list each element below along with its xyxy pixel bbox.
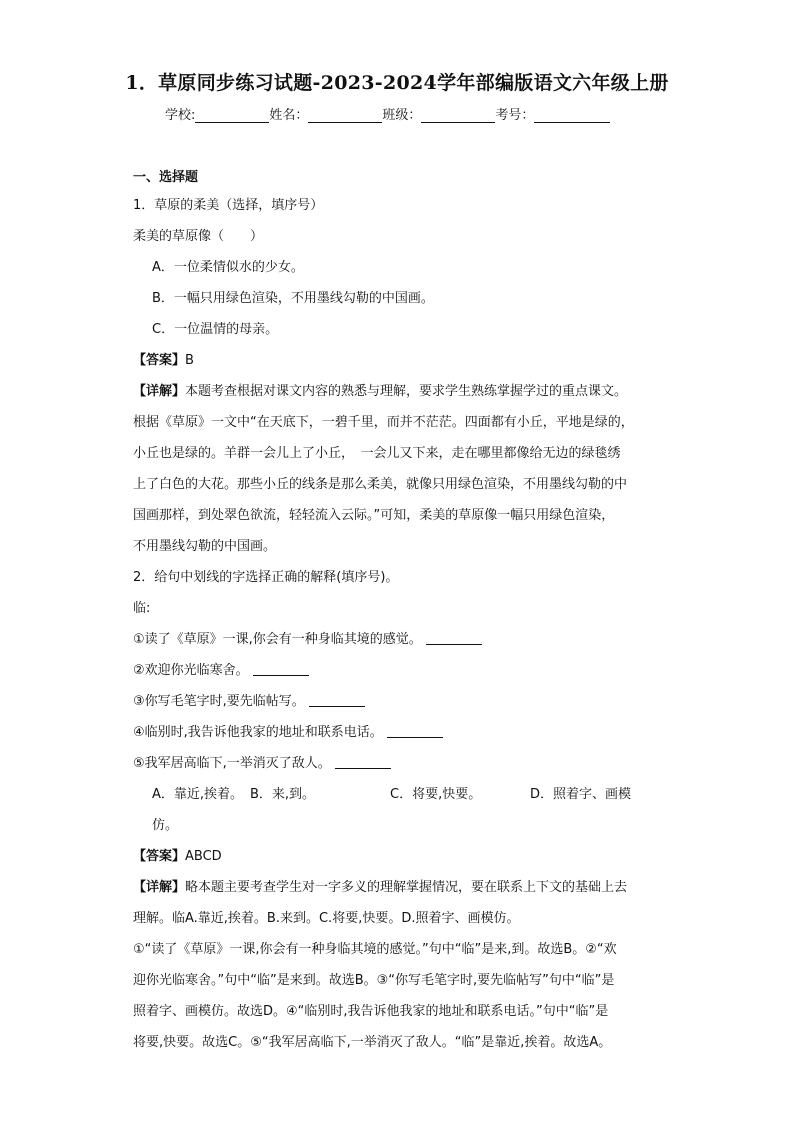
q2-item-text: ⑤我军居高临下,一举消灭了敌人。 bbox=[133, 756, 331, 771]
class-blank bbox=[421, 108, 495, 123]
q1-detail-line: 上了白色的大花。那些小丘的线条是那么柔美，就像只用绿色渲染，不用墨线勾勒的中 bbox=[133, 477, 628, 492]
q2-option-a: A．靠近,挨着。 bbox=[152, 787, 244, 802]
school-label: 学校: bbox=[165, 108, 196, 123]
answer-blank[interactable] bbox=[309, 692, 365, 707]
q2-item-text: ④临别时,我告诉他我家的地址和联系电话。 bbox=[133, 725, 383, 740]
answer-blank[interactable] bbox=[335, 754, 391, 769]
q2-item-2 bbox=[133, 655, 673, 686]
q1-option-b: B．一幅只用绿色渲染，不用墨线勾勒的中国画。 bbox=[152, 291, 434, 306]
student-info-line bbox=[165, 104, 610, 123]
q2-item-text: ①读了《草原》一课,你会有一种身临其境的感觉。 bbox=[133, 632, 422, 647]
q1-option-c: C．一位温情的母亲。 bbox=[152, 322, 279, 337]
q2-item-3 bbox=[133, 686, 673, 717]
q2-item-5 bbox=[133, 748, 673, 779]
q2-stem: 2．给句中划线的字选择正确的解释(填序号)。 bbox=[133, 570, 399, 585]
class-label: 班级： bbox=[382, 108, 422, 123]
q2-option-c: C．将要,快要。 bbox=[390, 787, 482, 802]
q2-detail-line: 迎你光临寒舍。”句中“临”是来到。故选B。③“你写毛笔字时,要先临帖写”句中“临”是 bbox=[133, 973, 615, 988]
q1-answer bbox=[133, 345, 673, 376]
q2-item-text: ③你写毛笔字时,要先临帖写。 bbox=[133, 694, 305, 709]
answer-blank[interactable] bbox=[387, 723, 443, 738]
q2-detail-line: ①“读了《草原》一课,你会有一种身临其境的感觉。”句中“临”是来,到。故选B。②“欢 bbox=[133, 942, 617, 957]
q2-answer-label: 【答案】 bbox=[133, 849, 186, 864]
q1-detail-line: 国画那样，到处翠色欲流，轻轻流入云际。”可知，柔美的草原像一幅只用绿色渲染， bbox=[133, 508, 615, 523]
q2-detail-text: 略本题主要考查学生对一字多义的理解掌握情况，要在联系上下文的基础上去 bbox=[185, 880, 628, 895]
q1-detail-line: 小丘也是绿的。羊群一会儿上了小丘， 一会儿又下来，走在哪里都像给无边的绿毯绣 bbox=[133, 446, 621, 461]
q2-option-b: B．来,到。 bbox=[250, 787, 316, 802]
q1-stem: 1．草原的柔美（选择，填序号） bbox=[133, 198, 324, 213]
q1-detail-line: 不用墨线勾勒的中国画。 bbox=[133, 539, 277, 554]
q1-detail-line bbox=[133, 376, 673, 407]
q2-detail-line: 将要,快要。故选C。⑤“我军居高临下,一举消灭了敌人。“临”是靠近,挨着。故选A。 bbox=[133, 1035, 612, 1050]
exam-no-blank bbox=[534, 108, 610, 123]
document-body bbox=[133, 166, 673, 1058]
q1-prompt: 柔美的草原像（ ） bbox=[133, 229, 264, 244]
q2-detail-line: 理解。临A.靠近,挨着。B.来到。C.将要,快要。D.照着字、画模仿。 bbox=[133, 911, 520, 926]
q2-detail-line: 照着字、画模仿。故选D。④“临别时,我告诉他我家的地址和联系电话。”句中“临”是 bbox=[133, 1004, 609, 1019]
q1-answer-value: B bbox=[185, 353, 194, 368]
q2-detail-line bbox=[133, 872, 673, 903]
exam-no-label: 考号： bbox=[495, 108, 535, 123]
q1-option-a: A．一位柔情似水的少女。 bbox=[152, 260, 304, 275]
answer-blank[interactable] bbox=[253, 661, 309, 676]
name-label: 姓名： bbox=[269, 108, 309, 123]
q2-char-label: 临: bbox=[133, 601, 151, 616]
q1-detail-text: 本题考查根据对课文内容的熟悉与理解，要求学生熟练掌握学过的重点课文。 bbox=[185, 384, 628, 399]
answer-blank[interactable] bbox=[426, 630, 482, 645]
q2-item-1 bbox=[133, 624, 673, 655]
q2-option-d-wrap: 仿。 bbox=[152, 818, 179, 833]
q1-answer-label: 【答案】 bbox=[133, 353, 186, 368]
name-blank bbox=[308, 108, 382, 123]
q1-detail-line: 根据《草原》一文中“在天底下，一碧千里，而并不茫茫。四面都有小丘，平地是绿的， bbox=[133, 415, 634, 430]
q2-item-4 bbox=[133, 717, 673, 748]
section-heading: 一、选择题 bbox=[133, 170, 199, 185]
q1-detail-label: 【详解】 bbox=[133, 384, 186, 399]
q2-option-d: D．照着字、画模 bbox=[530, 787, 632, 802]
q2-answer bbox=[133, 841, 673, 872]
q2-item-text: ②欢迎你光临寒舍。 bbox=[133, 663, 249, 678]
page-title: 1．草原同步练习试题-2023-2024学年部编版语文六年级上册 bbox=[125, 72, 669, 94]
q2-options bbox=[133, 779, 673, 810]
school-blank bbox=[195, 108, 269, 123]
q2-detail-label: 【详解】 bbox=[133, 880, 186, 895]
q2-answer-value: ABCD bbox=[185, 849, 222, 864]
